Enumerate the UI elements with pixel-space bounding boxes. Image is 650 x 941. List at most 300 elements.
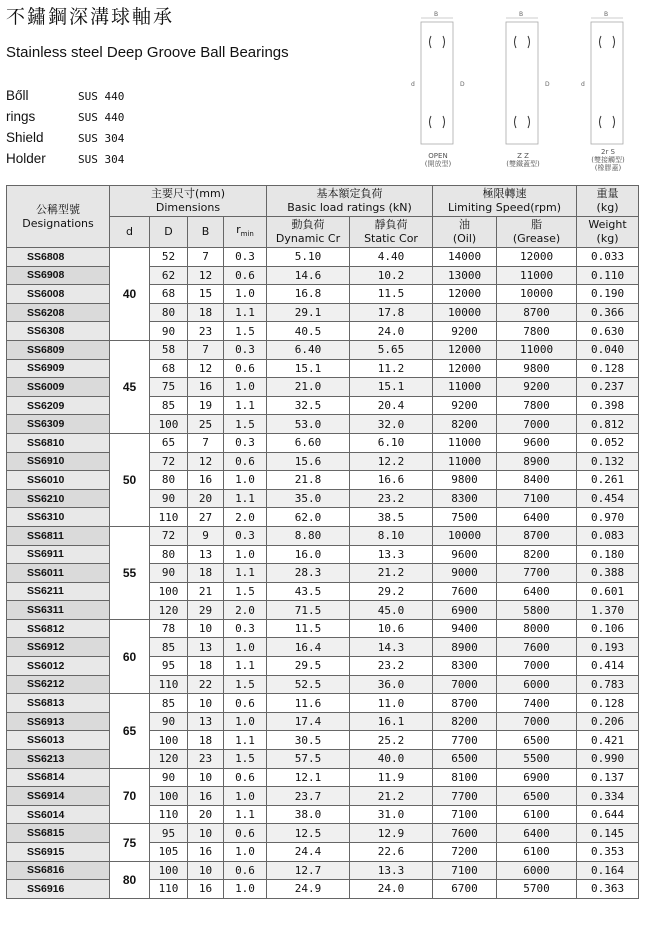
designation-cell: SS6212 — [7, 675, 110, 694]
grease-speed-cell: 5700 — [497, 880, 577, 899]
page-title-en: Stainless steel Deep Groove Ball Bearings — [6, 44, 289, 61]
dynamic-load-cell: 16.4 — [267, 638, 350, 657]
outer-diameter-cell: 80 — [150, 303, 188, 322]
weight-cell: 0.180 — [577, 545, 639, 564]
header-en: Limiting Speed(rpm) — [447, 201, 562, 214]
header-cn: 動負荷 — [291, 218, 325, 231]
col-designation-header — [7, 186, 110, 248]
width-cell: 10 — [188, 619, 224, 638]
grease-speed-cell: 7800 — [497, 322, 577, 341]
oil-speed-cell: 6500 — [433, 750, 497, 769]
oil-speed-cell: 6900 — [433, 601, 497, 620]
outer-diameter-cell: 100 — [150, 415, 188, 434]
rmin-cell: 1.5 — [224, 415, 267, 434]
weight-cell: 0.206 — [577, 712, 639, 731]
static-load-cell: 10.2 — [350, 266, 433, 285]
designation-cell: SS6816 — [7, 861, 110, 880]
width-cell: 16 — [188, 378, 224, 397]
dynamic-load-cell: 12.1 — [267, 768, 350, 787]
dynamic-load-cell: 43.5 — [267, 582, 350, 601]
oil-speed-cell: 8900 — [433, 638, 497, 657]
table-header-row — [7, 186, 639, 217]
grease-speed-cell: 5500 — [497, 750, 577, 769]
weight-cell: 0.137 — [577, 768, 639, 787]
designation-cell: SS6916 — [7, 880, 110, 899]
material-row — [6, 88, 124, 109]
bore-diameter-cell: 55 — [110, 526, 150, 619]
oil-speed-cell: 7600 — [433, 824, 497, 843]
width-cell: 13 — [188, 638, 224, 657]
header-en: (Grease) — [512, 232, 561, 245]
designation-cell: SS6012 — [7, 657, 110, 676]
dynamic-load-cell: 28.3 — [267, 564, 350, 583]
grease-speed-cell: 7100 — [497, 489, 577, 508]
static-load-cell: 12.2 — [350, 452, 433, 471]
outer-diameter-cell: 100 — [150, 731, 188, 750]
rmin-cell: 0.3 — [224, 433, 267, 452]
designation-cell: SS6910 — [7, 452, 110, 471]
col-speed-header — [433, 186, 577, 217]
dim-b-label: B — [519, 11, 524, 18]
col-dimensions-header — [110, 186, 267, 217]
grease-speed-cell: 6400 — [497, 582, 577, 601]
diagram-open — [403, 4, 473, 176]
table-row — [7, 248, 639, 267]
dim-b-label: B — [434, 11, 439, 18]
material-row — [6, 109, 124, 130]
grease-speed-cell: 7000 — [497, 657, 577, 676]
oil-speed-cell: 7100 — [433, 805, 497, 824]
designation-cell: SS6009 — [7, 378, 110, 397]
table-row — [7, 601, 639, 620]
rmin-cell: 1.0 — [224, 471, 267, 490]
header-cn: 基本額定負荷 — [316, 187, 383, 200]
rmin-cell: 0.6 — [224, 861, 267, 880]
dynamic-load-cell: 5.10 — [267, 248, 350, 267]
static-load-cell: 10.6 — [350, 619, 433, 638]
weight-cell: 0.601 — [577, 582, 639, 601]
static-load-cell: 11.0 — [350, 694, 433, 713]
dynamic-load-cell: 71.5 — [267, 601, 350, 620]
width-cell: 13 — [188, 712, 224, 731]
weight-cell: 0.083 — [577, 526, 639, 545]
grease-speed-cell: 6400 — [497, 508, 577, 527]
material-value: SUS 304 — [78, 153, 125, 166]
weight-cell: 0.366 — [577, 303, 639, 322]
weight-cell: 0.145 — [577, 824, 639, 843]
table-row — [7, 452, 639, 471]
designation-cell: SS6013 — [7, 731, 110, 750]
designation-cell: SS6011 — [7, 564, 110, 583]
table-row — [7, 303, 639, 322]
static-load-cell: 29.2 — [350, 582, 433, 601]
outer-diameter-cell: 72 — [150, 452, 188, 471]
weight-cell: 1.370 — [577, 601, 639, 620]
dynamic-load-cell: 17.4 — [267, 712, 350, 731]
material-value: SUS 440 — [78, 111, 125, 124]
grease-speed-cell: 7700 — [497, 564, 577, 583]
outer-diameter-cell: 62 — [150, 266, 188, 285]
width-cell: 16 — [188, 880, 224, 899]
designation-cell: SS6211 — [7, 582, 110, 601]
rmin-cell: 1.0 — [224, 712, 267, 731]
diagram-2rs — [573, 4, 643, 176]
col-weight — [577, 217, 639, 248]
oil-speed-cell: 7000 — [433, 675, 497, 694]
designation-cell: SS6210 — [7, 489, 110, 508]
rmin-cell: 0.6 — [224, 694, 267, 713]
diagram-zz — [488, 4, 558, 176]
col-dynamic — [267, 217, 350, 248]
oil-speed-cell: 10000 — [433, 303, 497, 322]
designation-cell: SS6209 — [7, 396, 110, 415]
grease-speed-cell: 6100 — [497, 805, 577, 824]
dynamic-load-cell: 52.5 — [267, 675, 350, 694]
outer-diameter-cell: 100 — [150, 582, 188, 601]
rmin-subscript: min — [240, 230, 254, 239]
rmin-cell: 0.6 — [224, 359, 267, 378]
dim-b-label: B — [604, 11, 609, 18]
header-unit: (kg) — [596, 201, 619, 214]
static-load-cell: 17.8 — [350, 303, 433, 322]
table-row — [7, 340, 639, 359]
material-row — [6, 130, 124, 151]
rmin-cell: 1.5 — [224, 750, 267, 769]
designation-cell: SS6912 — [7, 638, 110, 657]
grease-speed-cell: 6500 — [497, 731, 577, 750]
grease-speed-cell: 9600 — [497, 433, 577, 452]
diagram-caption: Z Z — [517, 152, 529, 160]
grease-speed-cell: 7400 — [497, 694, 577, 713]
rmin-cell: 1.1 — [224, 396, 267, 415]
static-load-cell: 11.5 — [350, 285, 433, 304]
table-body — [7, 248, 639, 899]
oil-speed-cell: 11000 — [433, 433, 497, 452]
oil-speed-cell: 11000 — [433, 452, 497, 471]
material-label: Shield — [6, 130, 44, 145]
static-load-cell: 13.3 — [350, 861, 433, 880]
grease-speed-cell: 8900 — [497, 452, 577, 471]
col-static — [350, 217, 433, 248]
dynamic-load-cell: 62.0 — [267, 508, 350, 527]
rmin-cell: 0.3 — [224, 340, 267, 359]
dynamic-load-cell: 11.6 — [267, 694, 350, 713]
header-cn: 靜負荷 — [374, 218, 408, 231]
grease-speed-cell: 8700 — [497, 526, 577, 545]
weight-cell: 0.414 — [577, 657, 639, 676]
width-cell: 27 — [188, 508, 224, 527]
static-load-cell: 16.6 — [350, 471, 433, 490]
width-cell: 22 — [188, 675, 224, 694]
outer-diameter-cell: 105 — [150, 843, 188, 862]
rmin-cell: 0.6 — [224, 452, 267, 471]
width-cell: 16 — [188, 843, 224, 862]
outer-diameter-cell: 110 — [150, 508, 188, 527]
header-en: (Oil) — [452, 232, 477, 245]
oil-speed-cell: 9400 — [433, 619, 497, 638]
designation-cell: SS6813 — [7, 694, 110, 713]
oil-speed-cell: 7700 — [433, 731, 497, 750]
static-load-cell: 12.9 — [350, 824, 433, 843]
table-row — [7, 787, 639, 806]
material-row — [6, 151, 124, 172]
dynamic-load-cell: 15.6 — [267, 452, 350, 471]
dynamic-load-cell: 6.60 — [267, 433, 350, 452]
rmin-cell: 1.5 — [224, 322, 267, 341]
oil-speed-cell: 8300 — [433, 657, 497, 676]
material-label: Holder — [6, 151, 46, 166]
width-cell: 20 — [188, 805, 224, 824]
dynamic-load-cell: 6.40 — [267, 340, 350, 359]
header-en: Static Cor — [364, 232, 418, 245]
bore-diameter-cell: 40 — [110, 248, 150, 341]
width-cell: 9 — [188, 526, 224, 545]
width-cell: 12 — [188, 266, 224, 285]
grease-speed-cell: 9800 — [497, 359, 577, 378]
outer-diameter-cell: 90 — [150, 564, 188, 583]
diagram-caption-cn: (雙鐵蓋型) — [506, 160, 540, 168]
materials-list — [6, 88, 124, 172]
width-cell: 7 — [188, 433, 224, 452]
grease-speed-cell: 6100 — [497, 843, 577, 862]
static-load-cell: 23.2 — [350, 489, 433, 508]
designation-cell: SS6310 — [7, 508, 110, 527]
oil-speed-cell: 9800 — [433, 471, 497, 490]
static-load-cell: 36.0 — [350, 675, 433, 694]
grease-speed-cell: 7000 — [497, 415, 577, 434]
width-cell: 15 — [188, 285, 224, 304]
weight-cell: 0.970 — [577, 508, 639, 527]
table-row — [7, 657, 639, 676]
table-row — [7, 694, 639, 713]
bore-diameter-cell: 50 — [110, 433, 150, 526]
oil-speed-cell: 14000 — [433, 248, 497, 267]
grease-speed-cell: 5800 — [497, 601, 577, 620]
width-cell: 23 — [188, 322, 224, 341]
rmin-cell: 1.5 — [224, 582, 267, 601]
static-load-cell: 23.2 — [350, 657, 433, 676]
static-load-cell: 32.0 — [350, 415, 433, 434]
dynamic-load-cell: 14.6 — [267, 266, 350, 285]
static-load-cell: 16.1 — [350, 712, 433, 731]
weight-cell: 0.398 — [577, 396, 639, 415]
width-cell: 18 — [188, 564, 224, 583]
header-en: Basic load ratings (kN) — [287, 201, 412, 214]
weight-cell: 0.190 — [577, 285, 639, 304]
oil-speed-cell: 12000 — [433, 285, 497, 304]
designation-cell: SS6812 — [7, 619, 110, 638]
static-load-cell: 24.0 — [350, 322, 433, 341]
diagram-caption: OPEN — [428, 152, 448, 160]
col-weight-header — [577, 186, 639, 217]
table-row — [7, 508, 639, 527]
outer-diameter-cell: 90 — [150, 768, 188, 787]
outer-diameter-cell: 58 — [150, 340, 188, 359]
weight-cell: 0.033 — [577, 248, 639, 267]
grease-speed-cell: 11000 — [497, 266, 577, 285]
oil-speed-cell: 11000 — [433, 378, 497, 397]
material-value: SUS 304 — [78, 132, 125, 145]
weight-cell: 0.454 — [577, 489, 639, 508]
dynamic-load-cell: 12.7 — [267, 861, 350, 880]
outer-diameter-cell: 85 — [150, 694, 188, 713]
dynamic-load-cell: 35.0 — [267, 489, 350, 508]
rmin-cell: 1.1 — [224, 657, 267, 676]
oil-speed-cell: 9200 — [433, 396, 497, 415]
oil-speed-cell: 7500 — [433, 508, 497, 527]
weight-cell: 0.812 — [577, 415, 639, 434]
dynamic-load-cell: 53.0 — [267, 415, 350, 434]
bore-diameter-cell: 70 — [110, 768, 150, 824]
designation-cell: SS6911 — [7, 545, 110, 564]
grease-speed-cell: 8700 — [497, 303, 577, 322]
col-grease — [497, 217, 577, 248]
static-load-cell: 25.2 — [350, 731, 433, 750]
width-cell: 16 — [188, 471, 224, 490]
oil-speed-cell: 6700 — [433, 880, 497, 899]
outer-diameter-cell: 110 — [150, 880, 188, 899]
bearing-zz-drawing — [488, 4, 558, 154]
rmin-cell: 1.0 — [224, 843, 267, 862]
table-row — [7, 359, 639, 378]
grease-speed-cell: 12000 — [497, 248, 577, 267]
oil-speed-cell: 8200 — [433, 712, 497, 731]
outer-diameter-cell: 95 — [150, 824, 188, 843]
table-row — [7, 880, 639, 899]
outer-diameter-cell: 110 — [150, 805, 188, 824]
width-cell: 25 — [188, 415, 224, 434]
oil-speed-cell: 10000 — [433, 526, 497, 545]
grease-speed-cell: 10000 — [497, 285, 577, 304]
table-row — [7, 750, 639, 769]
oil-speed-cell: 9600 — [433, 545, 497, 564]
grease-speed-cell: 8200 — [497, 545, 577, 564]
width-cell: 19 — [188, 396, 224, 415]
table-row — [7, 378, 639, 397]
width-cell: 7 — [188, 340, 224, 359]
outer-diameter-cell: 72 — [150, 526, 188, 545]
header-unit: (kg) — [596, 232, 619, 245]
static-load-cell: 11.2 — [350, 359, 433, 378]
dim-D-label: D — [460, 81, 465, 88]
material-label: rings — [6, 109, 36, 124]
static-load-cell: 15.1 — [350, 378, 433, 397]
outer-diameter-cell: 120 — [150, 601, 188, 620]
dynamic-load-cell: 57.5 — [267, 750, 350, 769]
static-load-cell: 22.6 — [350, 843, 433, 862]
header-en: Weight — [588, 218, 627, 231]
outer-diameter-cell: 110 — [150, 675, 188, 694]
table-row — [7, 619, 639, 638]
rmin-cell: 1.1 — [224, 731, 267, 750]
designation-cell: SS6914 — [7, 787, 110, 806]
width-cell: 21 — [188, 582, 224, 601]
outer-diameter-cell: 100 — [150, 861, 188, 880]
static-load-cell: 4.40 — [350, 248, 433, 267]
header-en: Dynamic Cr — [275, 232, 341, 245]
weight-cell: 0.388 — [577, 564, 639, 583]
designation-cell: SS6014 — [7, 805, 110, 824]
oil-speed-cell: 8300 — [433, 489, 497, 508]
width-cell: 20 — [188, 489, 224, 508]
rmin-cell: 1.0 — [224, 545, 267, 564]
grease-speed-cell: 6500 — [497, 787, 577, 806]
header-en: Dimensions — [155, 201, 221, 214]
weight-cell: 0.334 — [577, 787, 639, 806]
width-cell: 13 — [188, 545, 224, 564]
designation-cell: SS6309 — [7, 415, 110, 434]
designation-cell: SS6311 — [7, 601, 110, 620]
width-cell: 7 — [188, 248, 224, 267]
rmin-cell: 2.0 — [224, 601, 267, 620]
oil-speed-cell: 8700 — [433, 694, 497, 713]
bore-diameter-cell: 45 — [110, 340, 150, 433]
dynamic-load-cell: 29.1 — [267, 303, 350, 322]
oil-speed-cell: 13000 — [433, 266, 497, 285]
table-row — [7, 526, 639, 545]
weight-cell: 0.353 — [577, 843, 639, 862]
col-D: D — [150, 217, 188, 248]
width-cell: 10 — [188, 694, 224, 713]
table-row — [7, 712, 639, 731]
col-load-header — [267, 186, 433, 217]
weight-cell: 0.128 — [577, 359, 639, 378]
weight-cell: 0.128 — [577, 694, 639, 713]
designation-cell: SS6909 — [7, 359, 110, 378]
outer-diameter-cell: 75 — [150, 378, 188, 397]
dynamic-load-cell: 40.5 — [267, 322, 350, 341]
table-row — [7, 489, 639, 508]
dim-D-label: D — [545, 81, 550, 88]
weight-cell: 0.630 — [577, 322, 639, 341]
diagram-caption-cn: (雙接觸型) — [591, 156, 625, 164]
table-row — [7, 471, 639, 490]
static-load-cell: 40.0 — [350, 750, 433, 769]
table-row — [7, 768, 639, 787]
designation-cell: SS6814 — [7, 768, 110, 787]
outer-diameter-cell: 85 — [150, 396, 188, 415]
grease-speed-cell: 8000 — [497, 619, 577, 638]
designation-cell: SS6213 — [7, 750, 110, 769]
table-row — [7, 266, 639, 285]
grease-speed-cell: 7000 — [497, 712, 577, 731]
rmin-label: r — [236, 222, 241, 236]
weight-cell: 0.237 — [577, 378, 639, 397]
dynamic-load-cell: 24.4 — [267, 843, 350, 862]
diagram-caption-cn-2: (橡膠蓋) — [594, 164, 622, 172]
static-load-cell: 21.2 — [350, 564, 433, 583]
rmin-cell: 0.3 — [224, 526, 267, 545]
dynamic-load-cell: 21.0 — [267, 378, 350, 397]
rmin-cell: 1.0 — [224, 787, 267, 806]
weight-cell: 0.644 — [577, 805, 639, 824]
dynamic-load-cell: 11.5 — [267, 619, 350, 638]
designation-cell: SS6809 — [7, 340, 110, 359]
dynamic-load-cell: 8.80 — [267, 526, 350, 545]
outer-diameter-cell: 65 — [150, 433, 188, 452]
weight-cell: 0.052 — [577, 433, 639, 452]
oil-speed-cell: 9200 — [433, 322, 497, 341]
rmin-cell: 1.0 — [224, 285, 267, 304]
width-cell: 18 — [188, 657, 224, 676]
dynamic-load-cell: 29.5 — [267, 657, 350, 676]
table-row — [7, 582, 639, 601]
table-row — [7, 843, 639, 862]
dynamic-load-cell: 12.5 — [267, 824, 350, 843]
designation-cell: SS6808 — [7, 248, 110, 267]
outer-diameter-cell: 95 — [150, 657, 188, 676]
outer-diameter-cell: 80 — [150, 471, 188, 490]
